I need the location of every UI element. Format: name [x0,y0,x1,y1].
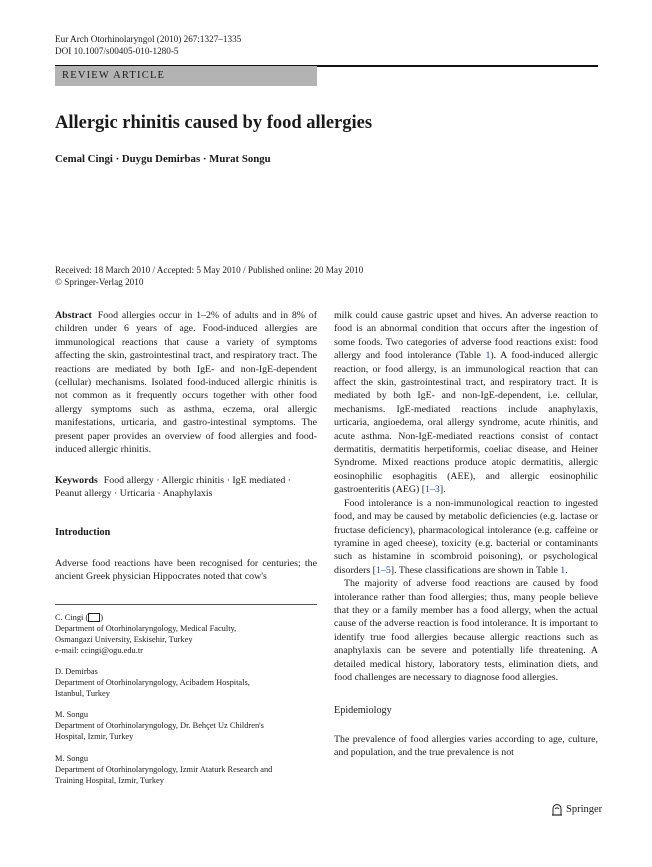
affiliation-line: Istanbul, Turkey [55,689,110,698]
intro-paragraph-1: milk could cause gastric upset and hives. An adverse reaction to food is an abnormal condition that occurs after the ingestion of some foods. Two categories of adverse food reactions exist: food allergy and food intolerance (Table 1). A food-induced allergic reaction, or food allergy, is an immunological reaction that can affect the skin, gastrointestinal tract, and respiratory tract. It is mediated by both IgE- and non-IgE-dependent, i.e. cellular, mechanisms. IgE-mediated reactions include anaphylaxis, urticaria, angioedema, oral allergy syndrome, acute rhinitis, and acute asthma. Non-IgE-mediated reactions consist of contact dermatitis, dermatitis herpetiformis, coeliac disease, and Heiner Syndrome. Mixed reactions produce atopic dermatitis, allergic eosinophilic esophagitis (AEE), and allergic eosinophilic gastroenteritis (AEG) [1–3]. [334,310,599,496]
abstract-block [55,309,317,456]
epidemiology-text [334,733,598,760]
abstract-text: Food allergies occur in 1–2% of adults and in 8% of children under 6 years of age. Food-induced allergies are immunological reactions that cause a variety of symptoms affecting the skin, gastrointestinal tract, and respiratory tract. The reactions are mediated by both IgE- and non-IgE-dependent (cellular) mechanisms. Isolated food-induced allergic rhinitis is not common as it frequently occurs together with other food allergy symptoms such as asthma, eczema, oral allergic manifestations, urticaria, and gastro-intestinal symptoms. The present paper provides an overview of food allergies and food-induced allergic rhinitis. [55,310,317,456]
publisher-logo [551,803,602,816]
intro-paragraph-2: Food intolerance is a non-immunological reaction to ingested food, and may be caused by metabolic deficiencies (e.g. lactase or fructase deficiency), pharmacological intolerance (e.g. caffeine or tyramine in aged cheese), toxicity (e.g. bacterial or contaminants such as histamine in scombroid poisoning), or psychological disorders [1–5]. These classifications are shown in Table 1. [334,497,598,576]
journal-line: Eur Arch Otorhinolaryngol (2010) 267:1327–1335 [55,34,242,44]
affiliation-line: Department of Otorhinolaryngology, Medical Faculty, [55,624,237,633]
copyright-line: © Springer-Verlag 2010 [55,276,144,287]
keywords-text: Food allergy · Allergic rhinitis · IgE mediated · Peanut allergy · Urticaria · Anaphylaxis [55,475,292,500]
affiliation-line: Training Hospital, Izmir, Turkey [55,776,164,785]
affiliation-2 [55,666,317,699]
affiliation-name: C. Cingi [55,613,84,622]
affiliation-name: D. Demirbas [55,667,98,676]
keywords-label: Keywords [55,475,98,486]
article-type: REVIEW ARTICLE [62,70,166,81]
springer-horse-icon [551,803,563,816]
affiliation-1: C. Cingi ( ) Department of Otorhinolaryngology, Medical Faculty, Osmangazi University, Eskisehir, Turkey e-mail: ccingi@ogu.edu.tr [55,612,317,656]
publisher-name: Springer [566,804,603,815]
author-list: Cemal Cingi · Duygu Demirbas · Murat Songu [55,153,271,165]
affiliation-line: Department of Otorhinolaryngology, Acibadem Hospitals, [55,678,250,687]
table-ref-link[interactable]: 1 [485,350,491,362]
affiliation-line: Hospital, Izmir, Turkey [55,732,134,741]
envelope-icon [88,613,100,622]
affiliation-4 [55,753,317,786]
dates-line: Received: 18 March 2010 / Accepted: 5 May 2010 / Published online: 20 May 2010 [55,265,364,275]
table-ref-link[interactable]: 1 [560,564,566,576]
keywords-block [55,474,317,501]
introduction-heading: Introduction [55,527,111,538]
introduction-text-left [55,557,317,584]
affiliation-name: M. Songu [55,710,89,719]
intro-paragraph-3: The majority of adverse food reactions are caused by food intolerance rather than food allergies; thus, many people believe that they or a family member has a food allergy, when the actual cause of the adverse reaction is food intolerance. It is important to identify true food allergies because allergic reactions such as anaphylaxis can be severe and potentially life threatening. A detailed medical history, laboratory tests, elimination diets, and food challenges are necessary to diagnose food allergies. [334,578,598,683]
affiliation-3 [55,709,317,742]
affiliation-line: Osmangazi University, Eskisehir, Turkey [55,635,193,644]
affiliation-email[interactable]: e-mail: ccingi@ogu.edu.tr [55,646,143,655]
publication-history [55,265,363,288]
article-type-banner [55,66,317,86]
citation-link[interactable]: 1–3 [425,484,440,496]
citation-link[interactable]: 1–5 [375,564,391,576]
affiliation-name: M. Songu [55,754,89,763]
journal-citation [55,33,241,57]
doi-line: DOI 10.1007/s00405-010-1280-5 [55,46,179,56]
abstract-label: Abstract [55,310,92,321]
intro-paragraph-start: Adverse food reactions have been recognised for centuries; the ancient Greek physician Hippocrates noted that cow's [55,558,317,583]
affiliation-line: Department of Otorhinolaryngology, Dr. Behçet Uz Children's [55,721,264,730]
introduction-text-right [334,309,598,684]
article-title: Allergic rhinitis caused by food allergies [55,113,373,133]
footnote-rule [55,604,317,605]
epidemiology-paragraph: The prevalence of food allergies varies according to age, culture, and population, and the true prevalence is not [334,734,598,759]
affiliation-line: Department of Otorhinolaryngology, Izmir Ataturk Research and [55,765,273,774]
epidemiology-heading: Epidemiology [334,705,392,716]
